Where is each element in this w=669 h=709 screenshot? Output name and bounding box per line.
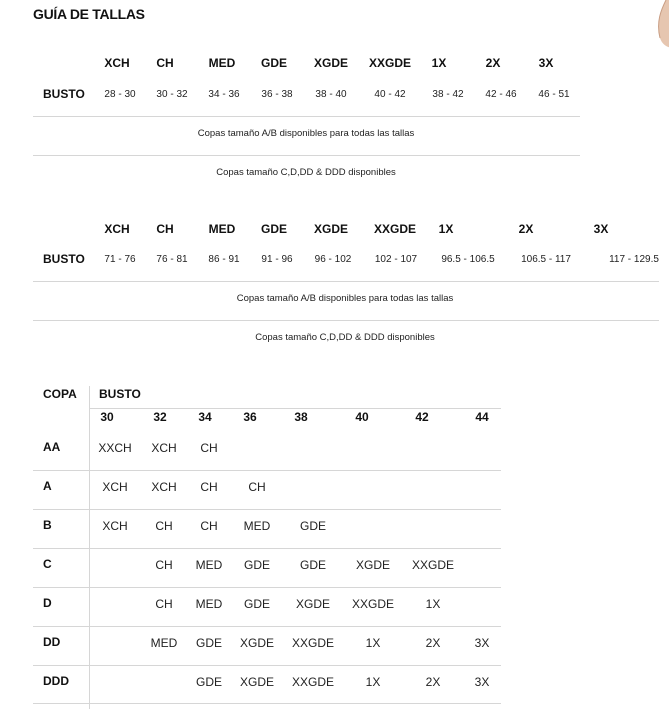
size-cell: XXGDE bbox=[291, 636, 335, 650]
size-header: 1X bbox=[438, 222, 454, 236]
size-header: CH bbox=[156, 56, 174, 70]
size-cell: GDE bbox=[299, 519, 327, 533]
size-header: 2X bbox=[485, 56, 501, 70]
cup-label: C bbox=[43, 557, 52, 571]
size-cell: 2X bbox=[425, 636, 441, 650]
size-cell: MED bbox=[150, 636, 178, 650]
busto-value: 40 - 42 bbox=[374, 89, 406, 100]
size-cell: XGDE bbox=[295, 597, 331, 611]
busto-size-header: 34 bbox=[198, 410, 212, 424]
copa-header: COPA bbox=[43, 387, 77, 401]
busto-value: 76 - 81 bbox=[156, 254, 188, 265]
busto-value: 38 - 40 bbox=[315, 89, 347, 100]
size-cell: XCH bbox=[102, 519, 128, 533]
busto-value: 106.5 - 117 bbox=[521, 254, 571, 265]
row-divider bbox=[33, 626, 501, 627]
size-cell: XCH bbox=[151, 441, 177, 455]
divider bbox=[33, 116, 580, 117]
busto-value: 96.5 - 106.5 bbox=[441, 254, 495, 265]
note-cup-ab: Copas tamaño A/B disponibles para todas las tallas bbox=[197, 128, 415, 139]
cup-label: A bbox=[43, 479, 52, 493]
row-label-busto: BUSTO bbox=[43, 252, 85, 266]
row-divider bbox=[33, 665, 501, 666]
size-header: XGDE bbox=[313, 56, 349, 70]
size-cell: XGDE bbox=[239, 675, 275, 689]
size-cell: XCH bbox=[151, 480, 177, 494]
page-title: GUÍA DE TALLAS bbox=[33, 6, 145, 22]
busto-value: 28 - 30 bbox=[104, 89, 136, 100]
busto-size-header: 44 bbox=[475, 410, 489, 424]
divider bbox=[89, 408, 501, 409]
note-cup-ab: Copas tamaño A/B disponibles para todas las tallas bbox=[236, 293, 454, 304]
size-cell: 3X bbox=[474, 636, 490, 650]
size-header: 2X bbox=[518, 222, 534, 236]
size-header: CH bbox=[156, 222, 174, 236]
size-cell: GDE bbox=[195, 636, 223, 650]
size-cell: CH bbox=[200, 441, 218, 455]
size-cell: CH bbox=[155, 519, 173, 533]
divider bbox=[33, 155, 580, 156]
size-header: XCH bbox=[104, 222, 130, 236]
size-cell: 1X bbox=[365, 675, 381, 689]
busto-size-header: 36 bbox=[243, 410, 257, 424]
size-cell: XGDE bbox=[239, 636, 275, 650]
busto-value: 96 - 102 bbox=[314, 254, 352, 265]
size-cell: GDE bbox=[195, 675, 223, 689]
row-divider bbox=[33, 509, 501, 510]
row-divider bbox=[33, 587, 501, 588]
busto-size-header: 30 bbox=[100, 410, 114, 424]
size-header: 3X bbox=[593, 222, 609, 236]
row-divider bbox=[33, 703, 501, 704]
busto-value: 71 - 76 bbox=[104, 254, 136, 265]
size-cell: CH bbox=[248, 480, 266, 494]
cup-label: B bbox=[43, 518, 52, 532]
cup-label: DDD bbox=[43, 674, 69, 688]
size-cell: XCH bbox=[102, 480, 128, 494]
size-cell: CH bbox=[155, 597, 173, 611]
size-header: XXGDE bbox=[373, 222, 417, 236]
busto-size-header: 40 bbox=[355, 410, 369, 424]
cup-label: AA bbox=[43, 440, 61, 454]
size-header: XCH bbox=[104, 56, 130, 70]
size-header: XGDE bbox=[313, 222, 349, 236]
size-header: MED bbox=[208, 56, 236, 70]
size-cell: XXCH bbox=[98, 441, 132, 455]
size-cell: XXGDE bbox=[411, 558, 455, 572]
busto-value: 34 - 36 bbox=[208, 89, 240, 100]
note-cup-cd: Copas tamaño C,D,DD & DDD disponibles bbox=[255, 332, 435, 343]
busto-value: 38 - 42 bbox=[432, 89, 464, 100]
note-cup-cd: Copas tamaño C,D,DD & DDD disponibles bbox=[216, 167, 396, 178]
size-cell: 1X bbox=[365, 636, 381, 650]
divider bbox=[33, 281, 659, 282]
size-header: 3X bbox=[538, 56, 554, 70]
busto-value: 42 - 46 bbox=[485, 89, 517, 100]
busto-value: 117 - 129.5 bbox=[609, 254, 659, 265]
busto-value: 102 - 107 bbox=[374, 254, 418, 265]
busto-header: BUSTO bbox=[99, 387, 141, 401]
size-cell: XXGDE bbox=[291, 675, 335, 689]
busto-size-header: 42 bbox=[415, 410, 429, 424]
busto-value: 91 - 96 bbox=[261, 254, 293, 265]
size-cell: XXGDE bbox=[351, 597, 395, 611]
busto-value: 30 - 32 bbox=[156, 89, 188, 100]
size-header: GDE bbox=[260, 56, 288, 70]
size-cell: GDE bbox=[243, 558, 271, 572]
size-cell: XGDE bbox=[355, 558, 391, 572]
divider bbox=[33, 320, 659, 321]
model-image-fragment bbox=[652, 0, 669, 48]
cup-label: D bbox=[43, 596, 52, 610]
size-cell: MED bbox=[243, 519, 271, 533]
cup-label: DD bbox=[43, 635, 61, 649]
size-header: MED bbox=[208, 222, 236, 236]
size-cell: CH bbox=[155, 558, 173, 572]
size-cell: MED bbox=[195, 597, 223, 611]
row-divider bbox=[33, 470, 501, 471]
row-divider bbox=[33, 548, 501, 549]
size-header: XXGDE bbox=[368, 56, 412, 70]
size-header: 1X bbox=[431, 56, 447, 70]
busto-size-header: 38 bbox=[294, 410, 308, 424]
row-label-busto: BUSTO bbox=[43, 87, 85, 101]
size-cell: 1X bbox=[425, 597, 441, 611]
size-cell: GDE bbox=[243, 597, 271, 611]
size-cell: CH bbox=[200, 519, 218, 533]
size-cell: GDE bbox=[299, 558, 327, 572]
busto-size-header: 32 bbox=[153, 410, 167, 424]
size-cell: 2X bbox=[425, 675, 441, 689]
size-cell: MED bbox=[195, 558, 223, 572]
busto-value: 36 - 38 bbox=[261, 89, 293, 100]
busto-value: 46 - 51 bbox=[538, 89, 570, 100]
size-cell: CH bbox=[200, 480, 218, 494]
size-header: GDE bbox=[260, 222, 288, 236]
size-cell: 3X bbox=[474, 675, 490, 689]
busto-value: 86 - 91 bbox=[208, 254, 240, 265]
